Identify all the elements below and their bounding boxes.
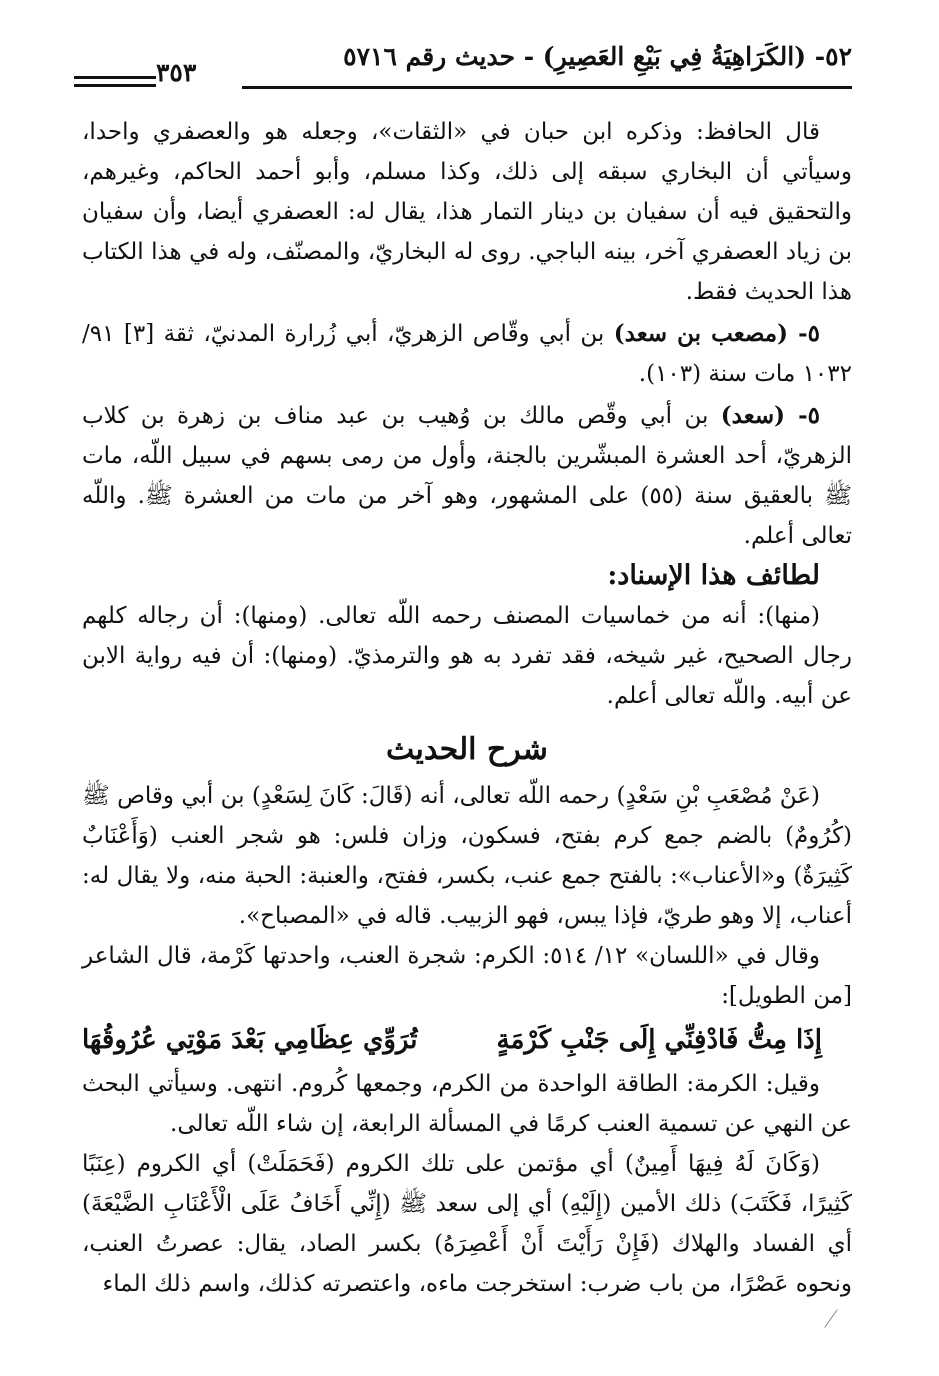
narrator-details: بن أبي وقّاص الزهريّ، أبي زُرارة المدنيّ، ثقة [٣] ٩١/ ١٠٣٢ مات سنة (١٠٣). [82, 321, 852, 387]
running-title: ٥٢- (الكَرَاهِيَةُ فِي بَيْعِ العَصِيرِ) - حديث رقم ٥٧١٦ [343, 42, 852, 71]
paragraph-sharh-1: (عَنْ مُصْعَبِ بْنِ سَعْدٍ) رحمه اللّه تعالى، أنه (قَالَ: كَانَ لِسَعْدٍ) بن أبي وقاص ﷺ (كُرُومٌ) بالضم جمع كرم بفتح، فسكون، وزان فلس: هو شجر العنب (وَأَعْنَابٌ كَثِيرَةٌ) و«الأعناب»: بالفتح جمع عنب، بكسر، ففتح، والعنبة: الحبة منه، ولا يقال له: أعناب، إلا وهو طريّ، فإذا يبس، فهو الزبيب. قاله في «المصباح». [82, 783, 852, 929]
header-rule [242, 86, 852, 89]
verse-first-hemistich: إِذَا مِتُّ فَادْفِنِّي إِلَى جَنْبِ كَرْمَةٍ [496, 1025, 822, 1055]
verse-second-hemistich: تُرَوِّي عِظَامِي بَعْدَ مَوْتِي عُرُوقُهَا [82, 1025, 418, 1055]
header-rule-left-1 [74, 76, 156, 79]
page-corner-mark [824, 1309, 837, 1328]
section-title-isnad: لطائف هذا الإسناد: [607, 560, 820, 591]
page-number: ٣٥٣ [156, 58, 197, 87]
page-body [82, 112, 852, 1304]
section-title-sharh: شرح الحديث [386, 732, 548, 767]
paragraph-isnad-points: (منها): أنه من خماسيات المصنف رحمه اللّه تعالى. (ومنها): أن رجاله كلهم رجال الصحيح، غير شيخه، فقد تفرد به هو والترمذيّ. (ومنها): أن فيه رواية الابن عن أبيه. واللّه تعالى أعلم. [82, 603, 852, 709]
paragraph-sharh-3: وقيل: الكرمة: الطاقة الواحدة من الكرم، وجمعها كُروم. انتهى. وسيأتي البحث عن النهي عن تسمية العنب كرمًا في المسألة الرابعة، إن شاء اللّه تعالى. [82, 1071, 852, 1137]
header-rule-left-2 [74, 84, 156, 87]
narrator-name: ٥- (مصعب بن سعد) [613, 320, 820, 347]
paragraph-sharh-4: (وَكَانَ لَهُ فِيهَا أَمِينٌ) أي مؤتمن على تلك الكروم (فَحَمَلَتْ) أي الكروم (عِنَبًا كَثِيرًا، فَكَتَبَ) ذلك الأمين (إِلَيْهِ) أي إلى سعد ﷺ (إِنِّي أَخَافُ عَلَى الْأَعْنَابِ الضَّيْعَةَ) أي الفساد والهلاك (فَإِنْ رَأَيْتَ أَنْ أَعْصِرَهُ) بكسر الصاد، يقال: عصرتُ العنب، ونحوه عَصْرًا، من باب ضرب: استخرجت ماءه، واعتصرته كذلك، واسم ذلك الماء [82, 1151, 852, 1297]
paragraph-narrator-5 [82, 314, 852, 394]
narrator-details: بن أبي وقّص مالك بن وُهيب بن عبد مناف بن زهرة بن كلاب الزهريّ، أحد العشرة المبشّرين بالجنة، وأول من رمى بسهم في سبيل اللّه، مات ﷺ بالعقيق سنة (٥٥) على المشهور، وهو آخر من مات من العشرة ﷺ. واللّه تعالى أعلم. [82, 403, 852, 549]
poetry-verse [82, 1020, 852, 1060]
narrator-name: ٥- (سعد) [720, 402, 820, 429]
paragraph-narrator-6 [82, 396, 852, 556]
paragraph-narrator-note: قال الحافظ: وذكره ابن حبان في «الثقات»، وجعله هو والعصفري واحدا، وسيأتي أن البخاري سبقه إلى ذلك، وكذا مسلم، وأبو أحمد الحاكم، وغيرهم، والتحقيق فيه أن سفيان بن دينار التمار هذا، يقال له: العصفري أيضا، وأن سفيان بن زياد العصفري آخر، بينه الباجي. روى له البخاريّ، والمصنّف، وله في هذا الكتاب هذا الحديث فقط. [82, 119, 852, 305]
paragraph-sharh-2: وقال في «اللسان» ١٢/ ٥١٤: الكرم: شجرة العنب، واحدتها كَرْمة، قال الشاعر [من الطويل]: [82, 943, 852, 1009]
